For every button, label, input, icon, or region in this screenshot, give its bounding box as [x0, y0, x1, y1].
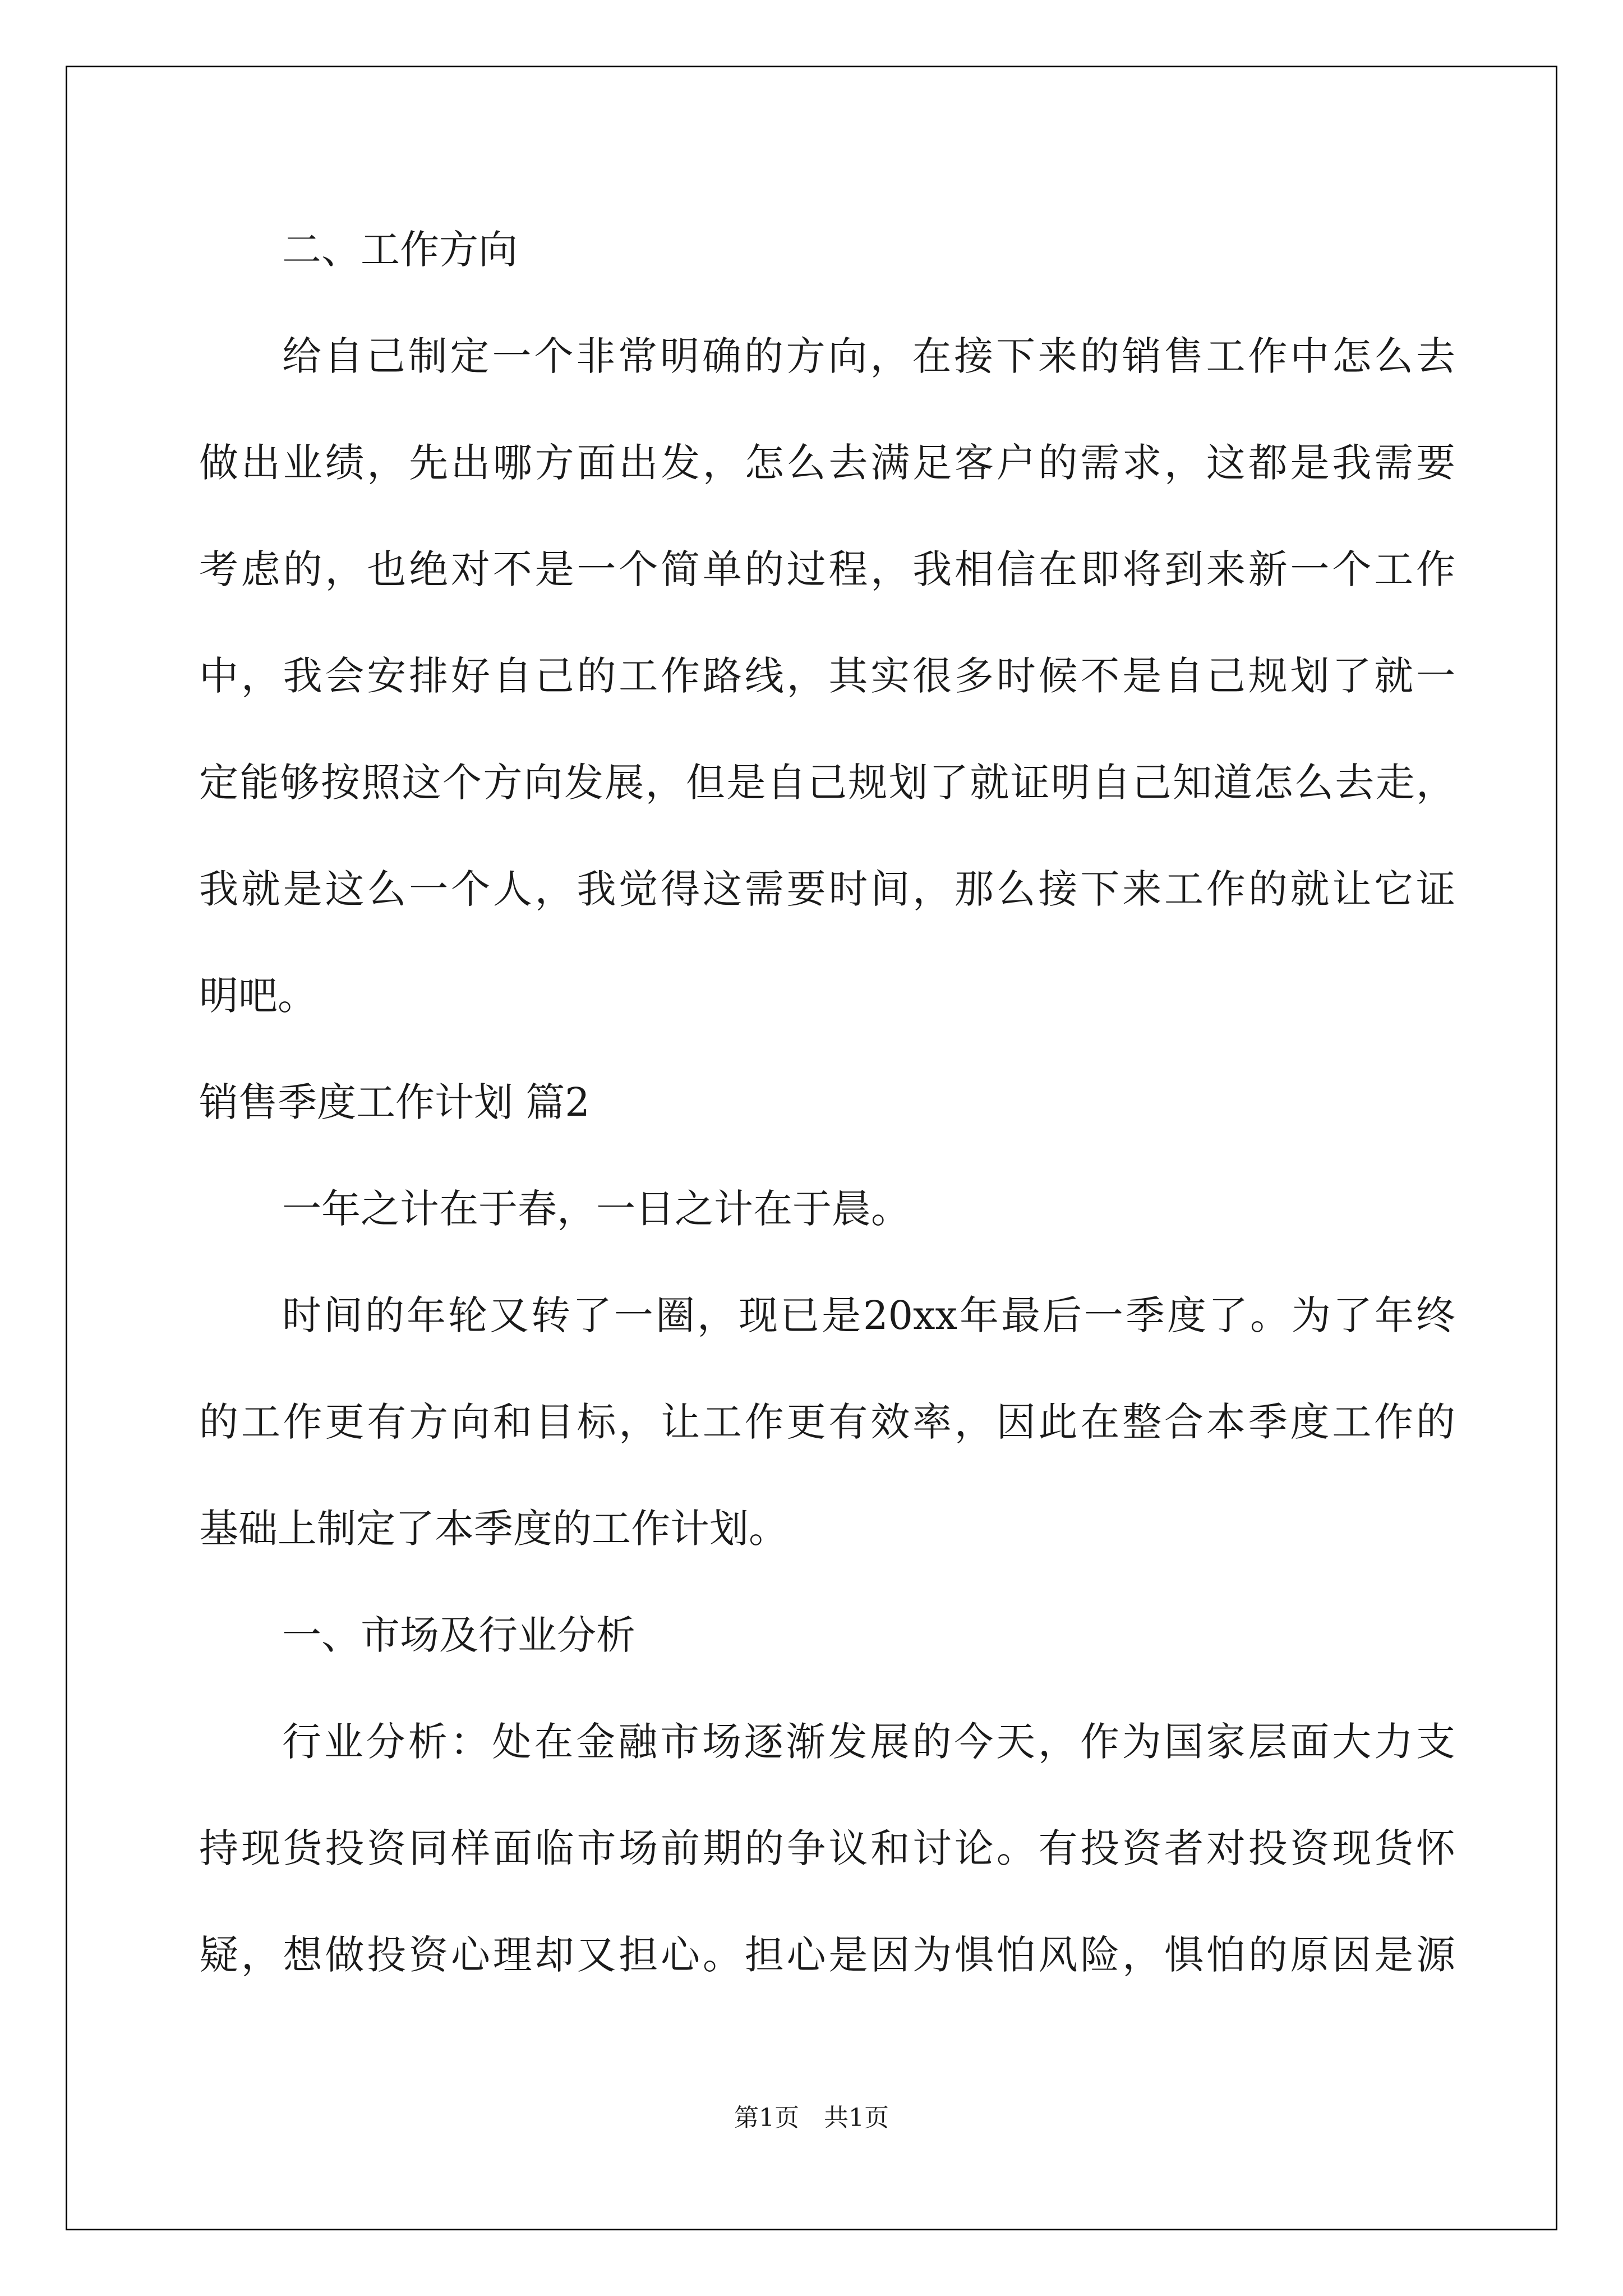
body-line: 中，我会安排好自己的工作路线，其实很多时候不是自己规划了就一 [199, 653, 1455, 699]
body-line: 时间的年轮又转了一圈，现已是20xx年最后一季度了。为了年终 [282, 1292, 1455, 1338]
body-line: 定能够按照这个方向发展，但是自己规划了就证明自己知道怎么去走， [199, 760, 1455, 806]
body-line: 给自己制定一个非常明确的方向，在接下来的销售工作中怎么去 [282, 333, 1455, 379]
body-line: 一、市场及行业分析 [282, 1612, 635, 1658]
body-line: 考虑的，也绝对不是一个简单的过程，我相信在即将到来新一个工作 [199, 546, 1455, 592]
body-line: 我就是这么一个人，我觉得这需要时间，那么接下来工作的就让它证 [199, 866, 1455, 912]
body-line: 持现货投资同样面临市场前期的争议和讨论。有投资者对投资现货怀 [199, 1825, 1455, 1871]
body-line: 二、工作方向 [282, 227, 518, 273]
body-line: 明吧。 [199, 973, 317, 1019]
body-line: 基础上制定了本季度的工作计划。 [199, 1506, 788, 1552]
body-line: 的工作更有方向和目标，让工作更有效率，因此在整合本季度工作的 [199, 1399, 1455, 1445]
body-line: 行业分析：处在金融市场逐渐发展的今天，作为国家层面大力支 [282, 1719, 1455, 1765]
body-line: 疑，想做投资心理却又担心。担心是因为惧怕风险，惧怕的原因是源 [199, 1932, 1455, 1978]
section-heading: 销售季度工作计划 篇2 [199, 1079, 590, 1125]
body-line: 做出业绩，先出哪方面出发，怎么去满足客户的需求，这都是我需要 [199, 440, 1455, 486]
page-footer: 第1页 共1页 [734, 2104, 889, 2132]
document-body [199, 208, 1455, 2019]
body-line: 一年之计在于春，一日之计在于晨。 [282, 1186, 910, 1232]
